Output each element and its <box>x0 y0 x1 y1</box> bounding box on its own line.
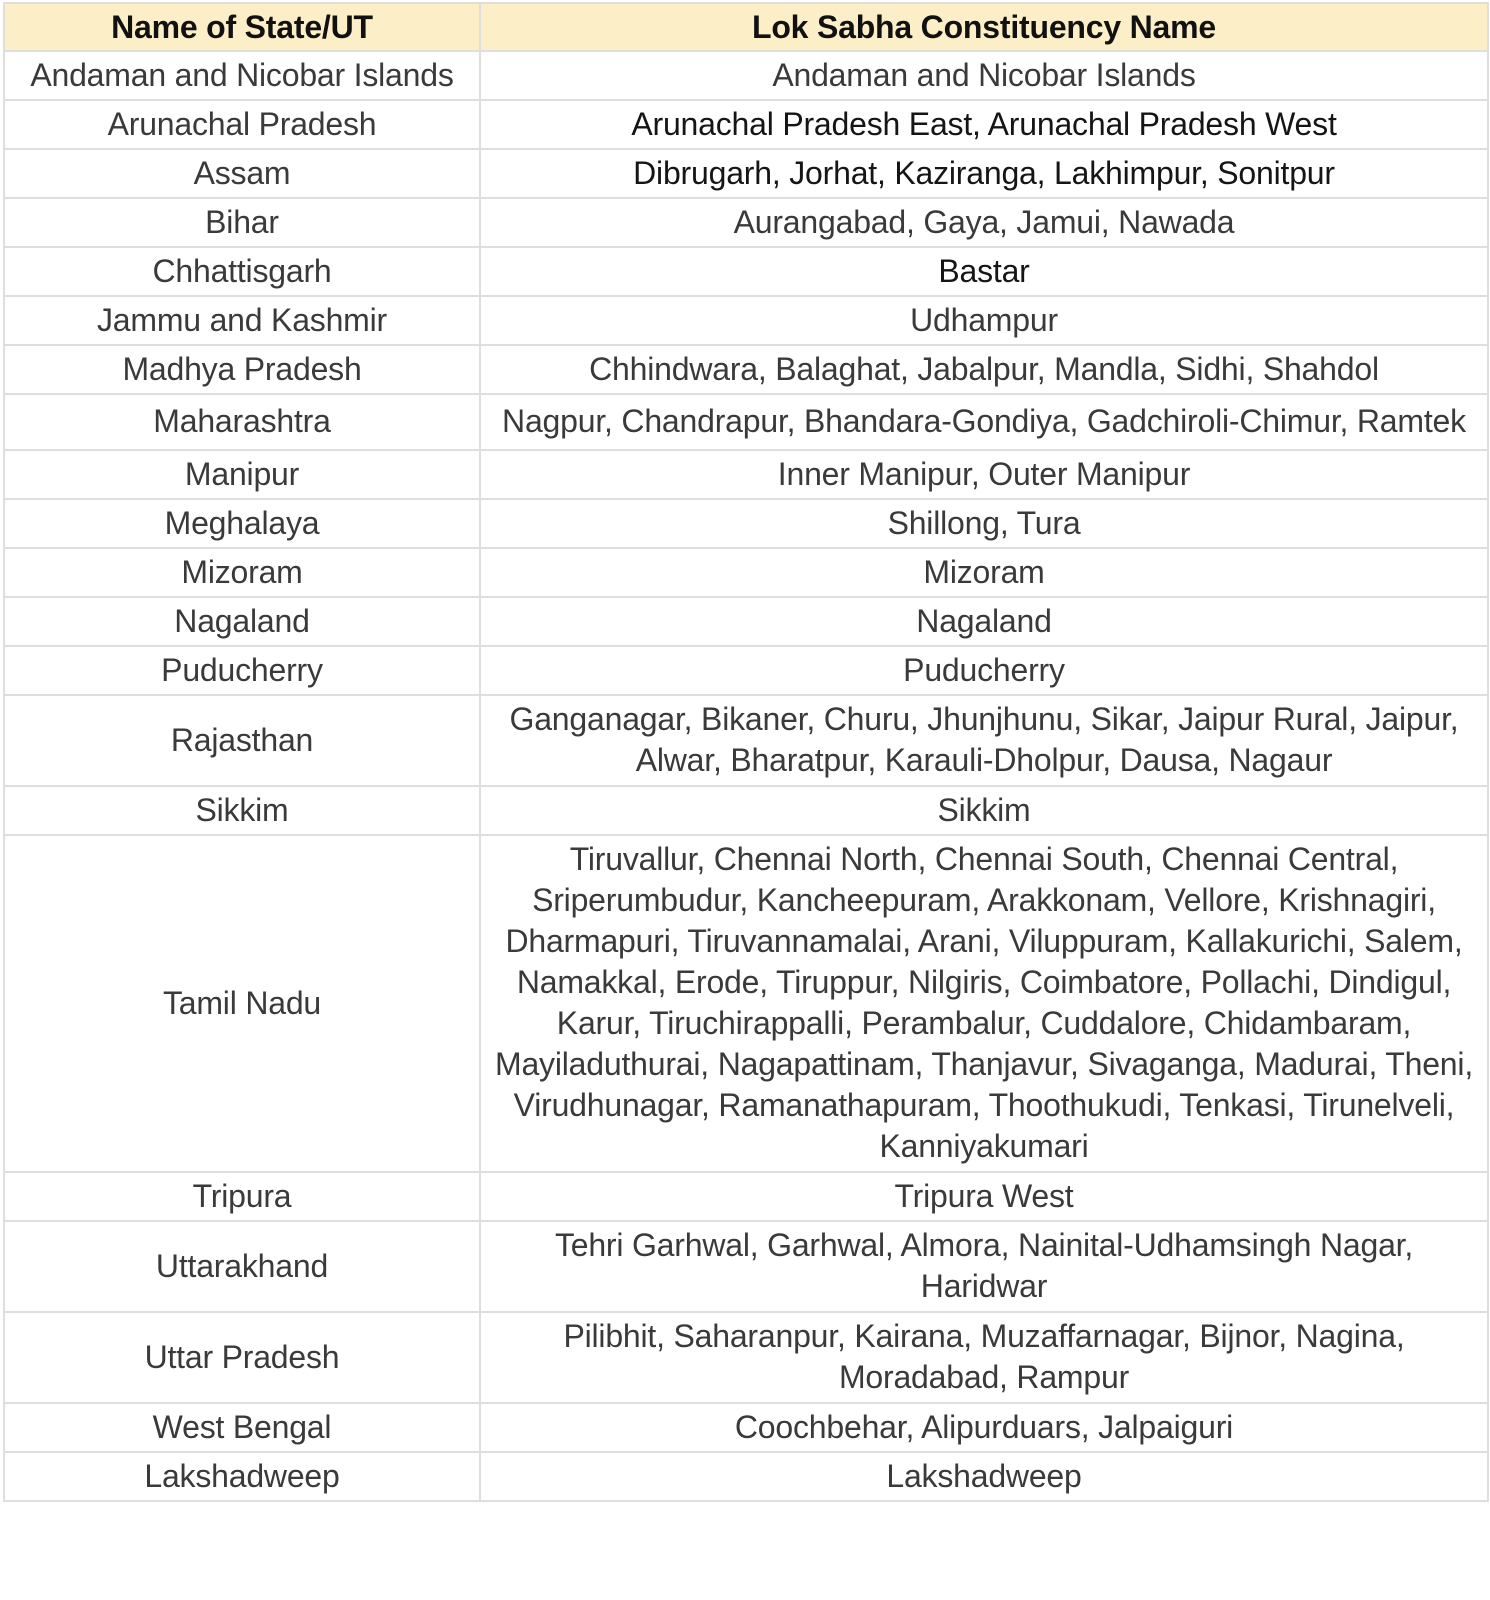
state-cell: Uttar Pradesh <box>4 1312 480 1403</box>
table-row <box>4 597 1488 646</box>
constituency-cell: Ganganagar, Bikaner, Churu, Jhunjhunu, Sikar, Jaipur Rural, Jaipur, Alwar, Bharatpur, Karauli-Dholpur, Dausa, Nagaur <box>480 695 1488 786</box>
table-row <box>4 1452 1488 1501</box>
constituency-cell: Dibrugarh, Jorhat, Kaziranga, Lakhimpur, Sonitpur <box>480 149 1488 198</box>
table-row <box>4 1172 1488 1221</box>
column-header-state: Name of State/UT <box>4 3 480 51</box>
table-row <box>4 100 1488 149</box>
table-row <box>4 548 1488 597</box>
table-row <box>4 1312 1488 1403</box>
column-header-constituency: Lok Sabha Constituency Name <box>480 3 1488 51</box>
constituency-cell: Bastar <box>480 247 1488 296</box>
table-row <box>4 499 1488 548</box>
table-row <box>4 450 1488 499</box>
state-cell: Bihar <box>4 198 480 247</box>
state-cell: Assam <box>4 149 480 198</box>
table-row <box>4 646 1488 695</box>
table-row <box>4 149 1488 198</box>
state-cell: Chhattisgarh <box>4 247 480 296</box>
table-row <box>4 1403 1488 1452</box>
constituency-table <box>3 2 1489 1502</box>
state-cell: Meghalaya <box>4 499 480 548</box>
table-row <box>4 51 1488 100</box>
constituency-cell: Aurangabad, Gaya, Jamui, Nawada <box>480 198 1488 247</box>
table-row <box>4 247 1488 296</box>
table-row <box>4 394 1488 450</box>
table-row <box>4 198 1488 247</box>
table-row <box>4 296 1488 345</box>
state-cell: Jammu and Kashmir <box>4 296 480 345</box>
constituency-cell: Arunachal Pradesh East, Arunachal Pradesh West <box>480 100 1488 149</box>
state-cell: Madhya Pradesh <box>4 345 480 394</box>
state-cell: Nagaland <box>4 597 480 646</box>
constituency-cell: Tripura West <box>480 1172 1488 1221</box>
constituency-cell: Nagpur, Chandrapur, Bhandara-Gondiya, Gadchiroli-Chimur, Ramtek <box>480 394 1488 450</box>
table-row <box>4 345 1488 394</box>
state-cell: Rajasthan <box>4 695 480 786</box>
constituency-cell: Coochbehar, Alipurduars, Jalpaiguri <box>480 1403 1488 1452</box>
state-cell: Uttarakhand <box>4 1221 480 1312</box>
table-row <box>4 695 1488 786</box>
table-body <box>4 51 1488 1501</box>
state-cell: Tripura <box>4 1172 480 1221</box>
state-cell: Mizoram <box>4 548 480 597</box>
constituency-cell: Lakshadweep <box>480 1452 1488 1501</box>
state-cell: Sikkim <box>4 786 480 835</box>
state-cell: Andaman and Nicobar Islands <box>4 51 480 100</box>
constituency-cell: Tehri Garhwal, Garhwal, Almora, Nainital-Udhamsingh Nagar, Haridwar <box>480 1221 1488 1312</box>
table-row <box>4 786 1488 835</box>
state-cell: Puducherry <box>4 646 480 695</box>
state-cell: West Bengal <box>4 1403 480 1452</box>
constituency-cell: Sikkim <box>480 786 1488 835</box>
constituency-cell: Tiruvallur, Chennai North, Chennai South, Chennai Central, Sriperumbudur, Kancheepuram, Arakkonam, Vellore, Krishnagiri, Dharmapuri, Tiruvannamalai, Arani, Viluppuram, Kallakurichi, Salem, Namakkal, Erode, Tiruppur, Nilgiris, Coimbatore, Pollachi, Dindigul, Karur, Tiruchirappalli, Perambalur, Cuddalore, Chidambaram, Mayiladuthurai, Nagapattinam, Thanjavur, Sivaganga, Madurai, Theni, Virudhunagar, Ramanathapuram, Thoothukudi, Tenkasi, Tirunelveli, Kanniyakumari <box>480 835 1488 1172</box>
state-cell: Lakshadweep <box>4 1452 480 1501</box>
constituency-cell: Inner Manipur, Outer Manipur <box>480 450 1488 499</box>
state-cell: Tamil Nadu <box>4 835 480 1172</box>
table-header-row <box>4 3 1488 51</box>
constituency-cell: Andaman and Nicobar Islands <box>480 51 1488 100</box>
constituency-cell: Chhindwara, Balaghat, Jabalpur, Mandla, Sidhi, Shahdol <box>480 345 1488 394</box>
constituency-cell: Pilibhit, Saharanpur, Kairana, Muzaffarnagar, Bijnor, Nagina, Moradabad, Rampur <box>480 1312 1488 1403</box>
constituency-cell: Shillong, Tura <box>480 499 1488 548</box>
table-row <box>4 1221 1488 1312</box>
state-cell: Manipur <box>4 450 480 499</box>
constituency-cell: Mizoram <box>480 548 1488 597</box>
table-row <box>4 835 1488 1172</box>
constituency-cell: Nagaland <box>480 597 1488 646</box>
constituency-cell: Puducherry <box>480 646 1488 695</box>
constituency-cell: Udhampur <box>480 296 1488 345</box>
state-cell: Maharashtra <box>4 394 480 450</box>
state-cell: Arunachal Pradesh <box>4 100 480 149</box>
